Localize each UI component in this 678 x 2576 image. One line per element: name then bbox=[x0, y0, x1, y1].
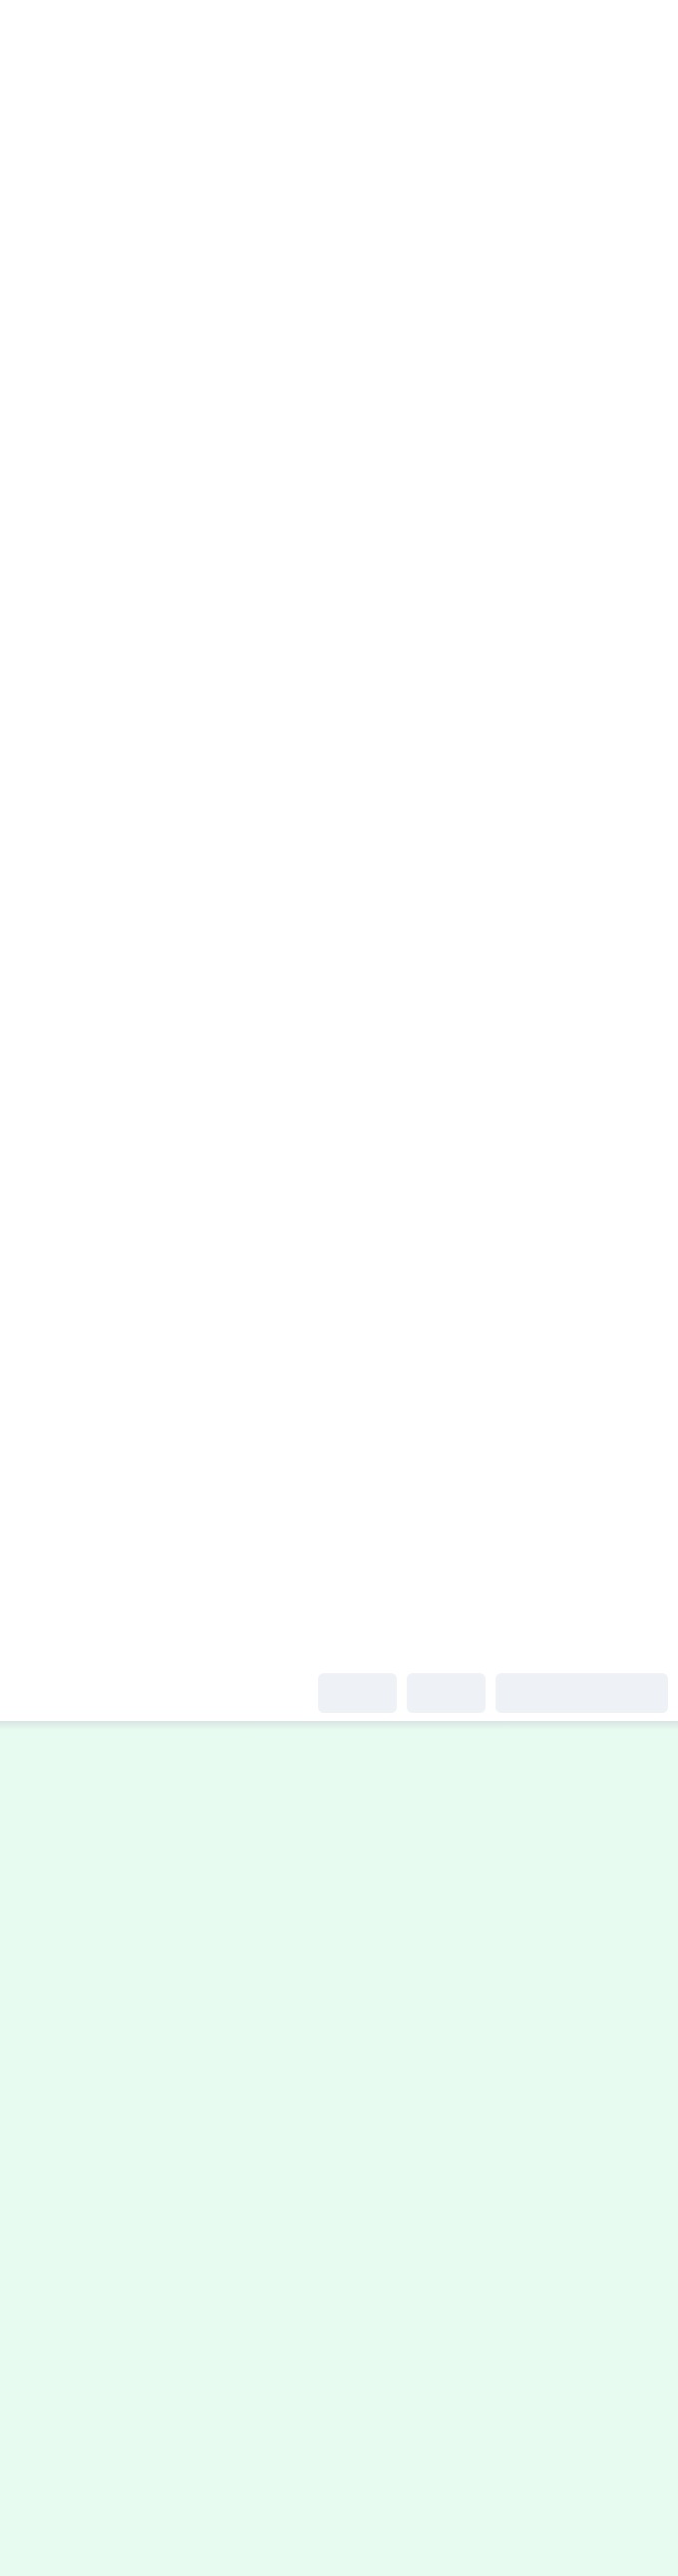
answer-panel bbox=[0, 1716, 678, 2576]
all-exercises-button[interactable] bbox=[496, 1673, 668, 1713]
next-exercise-button[interactable] bbox=[407, 1673, 486, 1713]
prev-exercise-button[interactable] bbox=[318, 1673, 397, 1713]
exercise-nav-bar bbox=[0, 1665, 678, 1721]
